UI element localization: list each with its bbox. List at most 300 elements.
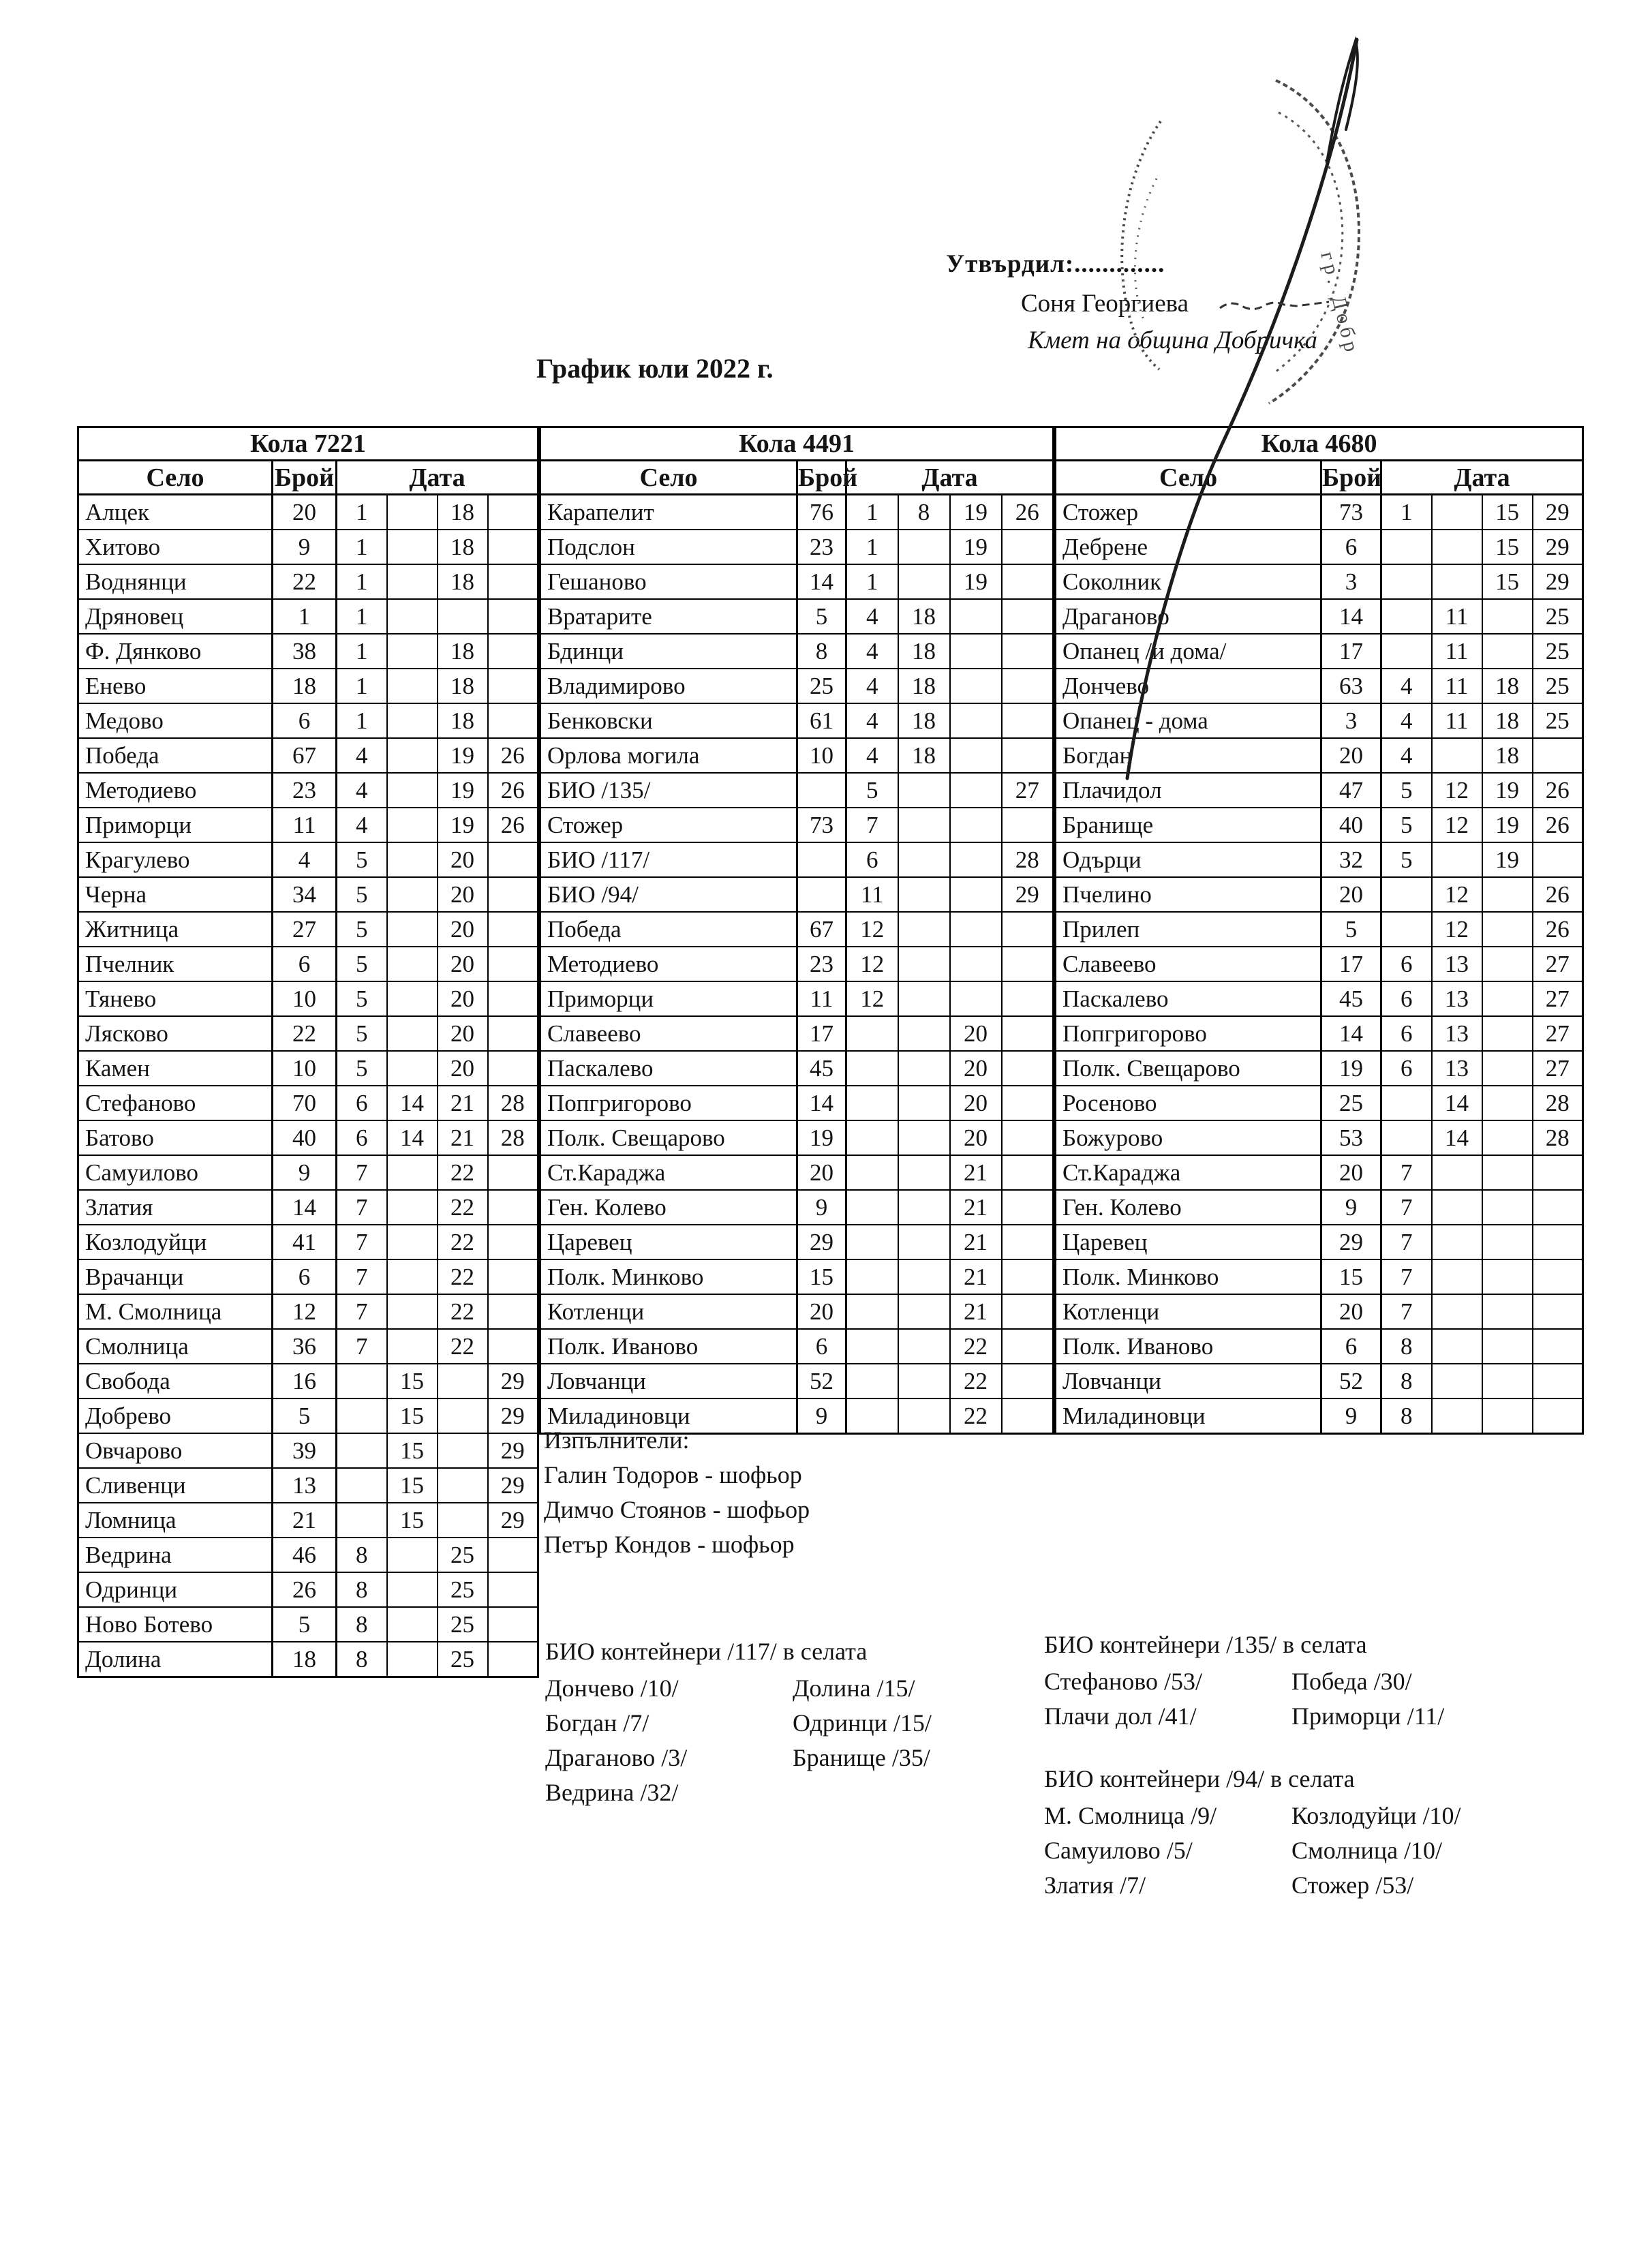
village-cell: БИО /135/: [540, 773, 797, 808]
date-cell: [1482, 599, 1533, 634]
date-cell: 21: [438, 1086, 488, 1120]
executor-names: [544, 1458, 810, 1562]
date-cell: 7: [337, 1190, 387, 1225]
date-cell: 7: [337, 1329, 387, 1364]
bio-section-94: [1044, 1762, 1562, 1903]
table-row: [540, 842, 1054, 877]
schedule-tables-container: [77, 426, 1584, 1678]
date-cell: [488, 1259, 538, 1294]
count-cell: 45: [797, 1051, 846, 1086]
table-row: [78, 1294, 538, 1329]
count-cell: 15: [797, 1259, 846, 1294]
village-cell: Дряновец: [78, 599, 273, 634]
table-row: [1056, 1120, 1583, 1155]
bio-row: [1044, 1699, 1562, 1734]
count-cell: 67: [273, 738, 337, 773]
village-cell: Ловчанци: [540, 1364, 797, 1398]
count-cell: 20: [273, 495, 337, 530]
table-row: [540, 738, 1054, 773]
date-cell: [898, 842, 950, 877]
table-row: [540, 1225, 1054, 1259]
date-cell: 12: [846, 947, 898, 981]
date-cell: 29: [488, 1364, 538, 1398]
approved-label: Утвърдил:.............: [946, 250, 1165, 278]
count-cell: 4: [273, 842, 337, 877]
table-row: [78, 947, 538, 981]
village-cell: Орлова могила: [540, 738, 797, 773]
village-cell: Попгригорово: [1056, 1016, 1321, 1051]
village-cell: Ломница: [78, 1503, 273, 1538]
date-cell: 15: [1482, 564, 1533, 599]
date-cell: [387, 564, 438, 599]
date-cell: 15: [1482, 495, 1533, 530]
bio-entry: Одринци /15/: [793, 1709, 932, 1737]
date-cell: [950, 877, 1002, 912]
village-cell: Ведрина: [78, 1538, 273, 1572]
village-cell: Подслон: [540, 530, 797, 564]
count-cell: 63: [1321, 669, 1381, 703]
date-cell: 15: [387, 1364, 438, 1398]
date-cell: 25: [438, 1572, 488, 1607]
date-cell: 15: [387, 1468, 438, 1503]
date-cell: [846, 1364, 898, 1398]
table-row: [78, 1155, 538, 1190]
date-cell: 13: [1432, 1051, 1482, 1086]
village-cell: Хитово: [78, 530, 273, 564]
date-cell: [898, 877, 950, 912]
date-cell: [898, 1294, 950, 1329]
column-header-row: [540, 461, 1054, 495]
date-cell: 19: [438, 738, 488, 773]
date-cell: 21: [950, 1190, 1002, 1225]
table-row: [78, 1259, 538, 1294]
count-cell: 20: [1321, 738, 1381, 773]
village-cell: Приморци: [78, 808, 273, 842]
date-cell: 22: [438, 1329, 488, 1364]
count-cell: 18: [273, 1642, 337, 1677]
count-cell: 19: [797, 1120, 846, 1155]
date-cell: 8: [1381, 1364, 1432, 1398]
schedule-table-4680: [1054, 426, 1584, 1435]
count-cell: 9: [273, 1155, 337, 1190]
table-row: [540, 530, 1054, 564]
date-cell: 28: [488, 1086, 538, 1120]
date-cell: [1533, 1155, 1583, 1190]
table-row: [78, 1016, 538, 1051]
date-cell: [1002, 634, 1054, 669]
table-row: [78, 564, 538, 599]
date-cell: 22: [438, 1155, 488, 1190]
date-cell: [1002, 530, 1054, 564]
date-cell: 22: [950, 1398, 1002, 1434]
village-cell: Драганово: [1056, 599, 1321, 634]
date-cell: [1002, 564, 1054, 599]
count-cell: 14: [1321, 599, 1381, 634]
count-column-header: Брой: [273, 461, 337, 495]
date-cell: [387, 1607, 438, 1642]
date-cell: [1482, 877, 1533, 912]
village-cell: Батово: [78, 1120, 273, 1155]
village-cell: Паскалево: [540, 1051, 797, 1086]
date-cell: [1381, 877, 1432, 912]
count-cell: 67: [797, 912, 846, 947]
bio-entry: М. Смолница /9/: [1044, 1802, 1217, 1829]
count-cell: 23: [797, 530, 846, 564]
date-cell: [488, 912, 538, 947]
date-cell: [1482, 1086, 1533, 1120]
count-cell: 13: [273, 1468, 337, 1503]
date-cell: [387, 1051, 438, 1086]
date-cell: [1002, 1016, 1054, 1051]
car-header-row: [78, 427, 538, 461]
date-cell: 22: [438, 1294, 488, 1329]
table-row: [78, 599, 538, 634]
count-cell: 17: [1321, 634, 1381, 669]
date-cell: [1432, 1155, 1482, 1190]
date-cell: 21: [950, 1259, 1002, 1294]
date-cell: [488, 530, 538, 564]
count-cell: [797, 877, 846, 912]
date-cell: [387, 1190, 438, 1225]
executor-name: Димчо Стоянов - шофьор: [544, 1496, 810, 1523]
bio-entry: Стожер /53/: [1291, 1871, 1414, 1899]
date-cell: [1381, 1120, 1432, 1155]
date-cell: 18: [898, 599, 950, 634]
village-cell: Полк. Минково: [540, 1259, 797, 1294]
date-cell: [1533, 1259, 1583, 1294]
count-cell: 10: [797, 738, 846, 773]
village-cell: Воднянци: [78, 564, 273, 599]
date-cell: 14: [387, 1120, 438, 1155]
table-row: [78, 1607, 538, 1642]
count-cell: 53: [1321, 1120, 1381, 1155]
date-cell: [950, 703, 1002, 738]
bio-row: [545, 1775, 1050, 1810]
village-cell: Дебрене: [1056, 530, 1321, 564]
date-cell: 8: [337, 1572, 387, 1607]
count-cell: 26: [273, 1572, 337, 1607]
date-cell: 18: [898, 738, 950, 773]
table-row: [1056, 1155, 1583, 1190]
count-cell: 6: [273, 947, 337, 981]
table-row: [78, 877, 538, 912]
date-cell: 25: [438, 1642, 488, 1677]
village-cell: Победа: [540, 912, 797, 947]
date-cell: 5: [1381, 842, 1432, 877]
table-row: [78, 703, 538, 738]
approver-title: Кмет на община Добричка: [1028, 326, 1318, 354]
count-cell: 29: [1321, 1225, 1381, 1259]
village-cell: Ново Ботево: [78, 1607, 273, 1642]
date-cell: [846, 1155, 898, 1190]
date-cell: [1002, 1259, 1054, 1294]
village-cell: Овчарово: [78, 1433, 273, 1468]
table-row: [1056, 1294, 1583, 1329]
table-row: [540, 1155, 1054, 1190]
date-cell: [387, 877, 438, 912]
approver-name: Соня Георгиева: [1021, 290, 1189, 318]
date-cell: 1: [846, 495, 898, 530]
date-cell: [438, 1364, 488, 1398]
table-row: [78, 669, 538, 703]
date-cell: 4: [846, 634, 898, 669]
count-column-header: Брой: [797, 461, 846, 495]
date-cell: 6: [337, 1120, 387, 1155]
count-cell: 15: [1321, 1259, 1381, 1294]
date-cell: 6: [1381, 947, 1432, 981]
count-cell: 6: [273, 1259, 337, 1294]
count-cell: 32: [1321, 842, 1381, 877]
date-cell: [337, 1503, 387, 1538]
date-cell: 25: [438, 1607, 488, 1642]
date-cell: 4: [846, 599, 898, 634]
date-cell: 29: [488, 1433, 538, 1468]
count-cell: 14: [1321, 1016, 1381, 1051]
date-cell: 6: [1381, 1051, 1432, 1086]
date-cell: [1533, 1225, 1583, 1259]
date-cell: 1: [337, 564, 387, 599]
schedule-table-7221: [77, 426, 539, 1678]
date-cell: 1: [337, 703, 387, 738]
village-cell: Богдан: [1056, 738, 1321, 773]
village-cell: БИО /117/: [540, 842, 797, 877]
date-cell: 5: [846, 773, 898, 808]
table-row: [1056, 564, 1583, 599]
date-cell: [488, 1642, 538, 1677]
table-row: [78, 912, 538, 947]
date-cell: [950, 912, 1002, 947]
date-cell: [488, 634, 538, 669]
date-cell: 20: [438, 912, 488, 947]
date-cell: 19: [438, 808, 488, 842]
date-cell: [1482, 947, 1533, 981]
count-cell: 45: [1321, 981, 1381, 1016]
village-cell: Ловчанци: [1056, 1364, 1321, 1398]
date-cell: [337, 1364, 387, 1398]
village-cell: БИО /94/: [540, 877, 797, 912]
date-cell: 25: [438, 1538, 488, 1572]
date-cell: 12: [1432, 912, 1482, 947]
table-row: [1056, 1259, 1583, 1294]
date-cell: 18: [438, 703, 488, 738]
date-cell: [337, 1398, 387, 1433]
date-cell: 20: [950, 1086, 1002, 1120]
table-row: [1056, 599, 1583, 634]
table-row: [1056, 842, 1583, 877]
table-row: [540, 634, 1054, 669]
count-cell: 11: [273, 808, 337, 842]
bio-row: [545, 1706, 1050, 1741]
date-cell: 26: [488, 773, 538, 808]
date-cell: [1432, 842, 1482, 877]
bio-section-title: БИО контейнери /94/ в селата: [1044, 1765, 1355, 1792]
count-cell: 9: [273, 530, 337, 564]
table-row: [78, 1572, 538, 1607]
date-cell: 29: [1002, 877, 1054, 912]
date-cell: 29: [488, 1468, 538, 1503]
date-cell: 28: [1533, 1120, 1583, 1155]
date-cell: 20: [438, 947, 488, 981]
date-cell: 28: [1002, 842, 1054, 877]
table-row: [1056, 947, 1583, 981]
date-cell: 25: [1533, 669, 1583, 703]
date-cell: 19: [950, 564, 1002, 599]
date-cell: 25: [1533, 634, 1583, 669]
date-cell: [950, 738, 1002, 773]
date-cell: 18: [438, 669, 488, 703]
date-cell: [950, 842, 1002, 877]
date-cell: 5: [337, 842, 387, 877]
date-cell: [488, 1572, 538, 1607]
date-cell: [1432, 1259, 1482, 1294]
count-cell: 17: [797, 1016, 846, 1051]
bio-section-title: БИО контейнери /135/ в селата: [1044, 1631, 1367, 1658]
table-row: [78, 1364, 538, 1398]
bio-row: [1044, 1833, 1562, 1868]
table-row: [1056, 1190, 1583, 1225]
count-cell: 23: [797, 947, 846, 981]
date-cell: [846, 1016, 898, 1051]
village-cell: Методиево: [540, 947, 797, 981]
table-row: [540, 495, 1054, 530]
count-cell: 5: [273, 1398, 337, 1433]
date-cell: 7: [1381, 1190, 1432, 1225]
count-cell: 16: [273, 1364, 337, 1398]
count-cell: 34: [273, 877, 337, 912]
table-row: [78, 1329, 538, 1364]
date-cell: 22: [438, 1259, 488, 1294]
date-cell: 12: [1432, 773, 1482, 808]
date-column-header: Дата: [337, 461, 538, 495]
table-row: [1056, 1225, 1583, 1259]
village-cell: Козлодуйци: [78, 1225, 273, 1259]
village-column-header: Село: [540, 461, 797, 495]
date-cell: 4: [846, 738, 898, 773]
date-cell: 11: [1432, 669, 1482, 703]
table-row: [78, 1086, 538, 1120]
date-cell: [1533, 1294, 1583, 1329]
date-cell: 21: [950, 1294, 1002, 1329]
count-cell: 47: [1321, 773, 1381, 808]
village-cell: Котленци: [540, 1294, 797, 1329]
count-cell: 38: [273, 634, 337, 669]
village-cell: Опанец /и дома/: [1056, 634, 1321, 669]
date-cell: [1381, 634, 1432, 669]
count-cell: 11: [797, 981, 846, 1016]
date-cell: 18: [1482, 738, 1533, 773]
table-row: [540, 599, 1054, 634]
village-cell: Полк. Иваново: [540, 1329, 797, 1364]
date-cell: [488, 599, 538, 634]
village-cell: Царевец: [540, 1225, 797, 1259]
village-cell: Ст.Караджа: [1056, 1155, 1321, 1190]
date-cell: 18: [438, 495, 488, 530]
date-cell: [898, 1120, 950, 1155]
table-row: [78, 1120, 538, 1155]
date-cell: 26: [1533, 773, 1583, 808]
date-cell: [1482, 1120, 1533, 1155]
bio-entry: Самуилово /5/: [1044, 1837, 1193, 1864]
date-cell: 20: [950, 1016, 1002, 1051]
car-header-row: [1056, 427, 1583, 461]
date-cell: 21: [950, 1225, 1002, 1259]
village-cell: Плачидол: [1056, 773, 1321, 808]
village-cell: Пчелино: [1056, 877, 1321, 912]
village-cell: Бдинци: [540, 634, 797, 669]
date-cell: 4: [846, 669, 898, 703]
date-cell: [950, 808, 1002, 842]
date-cell: [387, 530, 438, 564]
date-cell: [846, 1190, 898, 1225]
date-cell: [898, 1016, 950, 1051]
date-cell: [1381, 564, 1432, 599]
date-cell: 7: [1381, 1155, 1432, 1190]
village-cell: Славеево: [540, 1016, 797, 1051]
date-cell: [387, 808, 438, 842]
count-cell: 73: [1321, 495, 1381, 530]
date-cell: [387, 703, 438, 738]
date-cell: 18: [1482, 669, 1533, 703]
date-cell: [898, 1190, 950, 1225]
date-cell: 14: [1432, 1120, 1482, 1155]
village-cell: Крагулево: [78, 842, 273, 877]
date-cell: 5: [1381, 808, 1432, 842]
date-cell: [1002, 947, 1054, 981]
date-cell: [387, 495, 438, 530]
date-cell: 15: [387, 1398, 438, 1433]
village-cell: Карапелит: [540, 495, 797, 530]
date-cell: 13: [1432, 1016, 1482, 1051]
date-cell: [1432, 1364, 1482, 1398]
village-cell: Черна: [78, 877, 273, 912]
table-row: [540, 877, 1054, 912]
car-title: Кола 4491: [540, 427, 1054, 461]
village-cell: Победа: [78, 738, 273, 773]
date-cell: 26: [1002, 495, 1054, 530]
table-row: [78, 1398, 538, 1433]
count-cell: 8: [797, 634, 846, 669]
count-cell: 10: [273, 981, 337, 1016]
date-cell: [1381, 1086, 1432, 1120]
date-cell: 26: [1533, 912, 1583, 947]
village-cell: Вратарите: [540, 599, 797, 634]
village-cell: Одърци: [1056, 842, 1321, 877]
date-cell: 28: [1533, 1086, 1583, 1120]
date-cell: 21: [950, 1155, 1002, 1190]
village-cell: Ген. Колево: [1056, 1190, 1321, 1225]
date-cell: 1: [337, 599, 387, 634]
date-cell: [438, 1468, 488, 1503]
schedule-table-4491: [539, 426, 1054, 1435]
date-cell: [1533, 1190, 1583, 1225]
date-cell: 21: [438, 1120, 488, 1155]
table-row: [78, 1190, 538, 1225]
village-cell: Миладиновци: [540, 1398, 797, 1434]
date-cell: 18: [438, 564, 488, 599]
date-cell: 29: [1533, 495, 1583, 530]
table-row: [1056, 773, 1583, 808]
date-cell: [1002, 1294, 1054, 1329]
village-cell: Стожер: [1056, 495, 1321, 530]
date-cell: [898, 773, 950, 808]
date-cell: [1482, 1190, 1533, 1225]
village-cell: Свобода: [78, 1364, 273, 1398]
date-cell: 5: [1381, 773, 1432, 808]
date-cell: 26: [488, 808, 538, 842]
pen-squiggle: [1220, 302, 1329, 309]
date-cell: 7: [1381, 1259, 1432, 1294]
date-cell: 1: [337, 669, 387, 703]
